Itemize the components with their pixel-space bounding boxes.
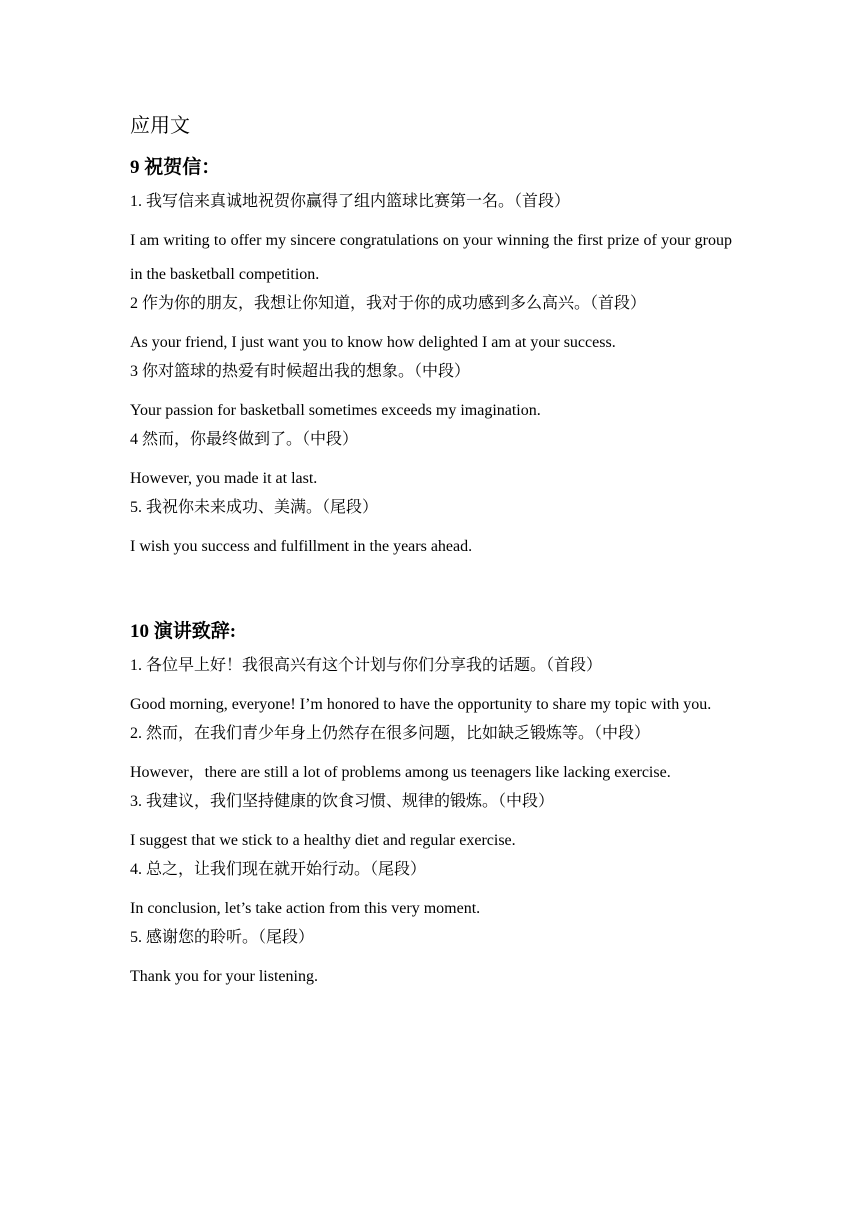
- english-sentence: However，there are still a lot of problems among us teenagers like lacking exercise.: [130, 764, 671, 781]
- section-heading: 9 祝贺信：: [130, 157, 221, 178]
- phrase-item: [130, 496, 732, 564]
- phrase-item: [130, 790, 732, 858]
- english-sentence: Good morning, everyone! I’m honored to have the opportunity to share my topic with you.: [130, 696, 712, 713]
- english-sentence: In conclusion, let’s take action from this very moment.: [130, 900, 481, 917]
- chinese-sentence: 5. 我祝你未来成功、美满。（尾段）: [130, 499, 379, 516]
- chinese-sentence: 2 作为你的朋友，我想让你知道，我对于你的成功感到多么高兴。（首段）: [130, 295, 647, 312]
- phrase-item: [130, 360, 732, 428]
- phrase-item: [130, 858, 732, 926]
- english-sentence: Your passion for basketball sometimes exceeds my imagination.: [130, 402, 541, 419]
- phrase-item: [130, 190, 732, 292]
- chinese-sentence: 1. 我写信来真诚地祝贺你赢得了组内篮球比赛第一名。（首段）: [130, 193, 571, 210]
- chinese-sentence: 2. 然而，在我们青少年身上仍然存在很多问题，比如缺乏锻炼等。（中段）: [130, 725, 651, 742]
- chinese-sentence: 3 你对篮球的热爱有时候超出我的想象。（中段）: [130, 363, 471, 380]
- section-speech: [130, 618, 732, 994]
- document-page: [130, 112, 732, 994]
- chinese-sentence: 3. 我建议，我们坚持健康的饮食习惯、规律的锻炼。（中段）: [130, 793, 555, 810]
- english-sentence: I suggest that we stick to a healthy diet and regular exercise.: [130, 832, 516, 849]
- phrase-item: [130, 292, 732, 360]
- chinese-sentence: 4. 总之，让我们现在就开始行动。（尾段）: [130, 861, 427, 878]
- english-sentence: Thank you for your listening.: [130, 968, 318, 985]
- chinese-sentence: 1. 各位早上好！我很高兴有这个计划与你们分享我的话题。（首段）: [130, 657, 603, 674]
- document-title: 应用文: [130, 115, 190, 137]
- english-sentence: However, you made it at last.: [130, 470, 318, 487]
- section-heading: 10 演讲致辞:: [130, 621, 237, 642]
- section-congratulation-letter: [130, 154, 732, 564]
- english-sentence: I wish you success and fulfillment in the years ahead.: [130, 538, 473, 555]
- phrase-item: [130, 722, 732, 790]
- chinese-sentence: 4 然而，你最终做到了。（中段）: [130, 431, 359, 448]
- english-sentence: As your friend, I just want you to know how delighted I am at your success.: [130, 334, 616, 351]
- phrase-item: [130, 654, 732, 722]
- english-sentence: I am writing to offer my sincere congratulations on your winning the first prize of your group in the basketball competition.: [130, 232, 732, 283]
- phrase-item: [130, 428, 732, 496]
- phrase-item: [130, 926, 732, 994]
- chinese-sentence: 5. 感谢您的聆听。（尾段）: [130, 929, 315, 946]
